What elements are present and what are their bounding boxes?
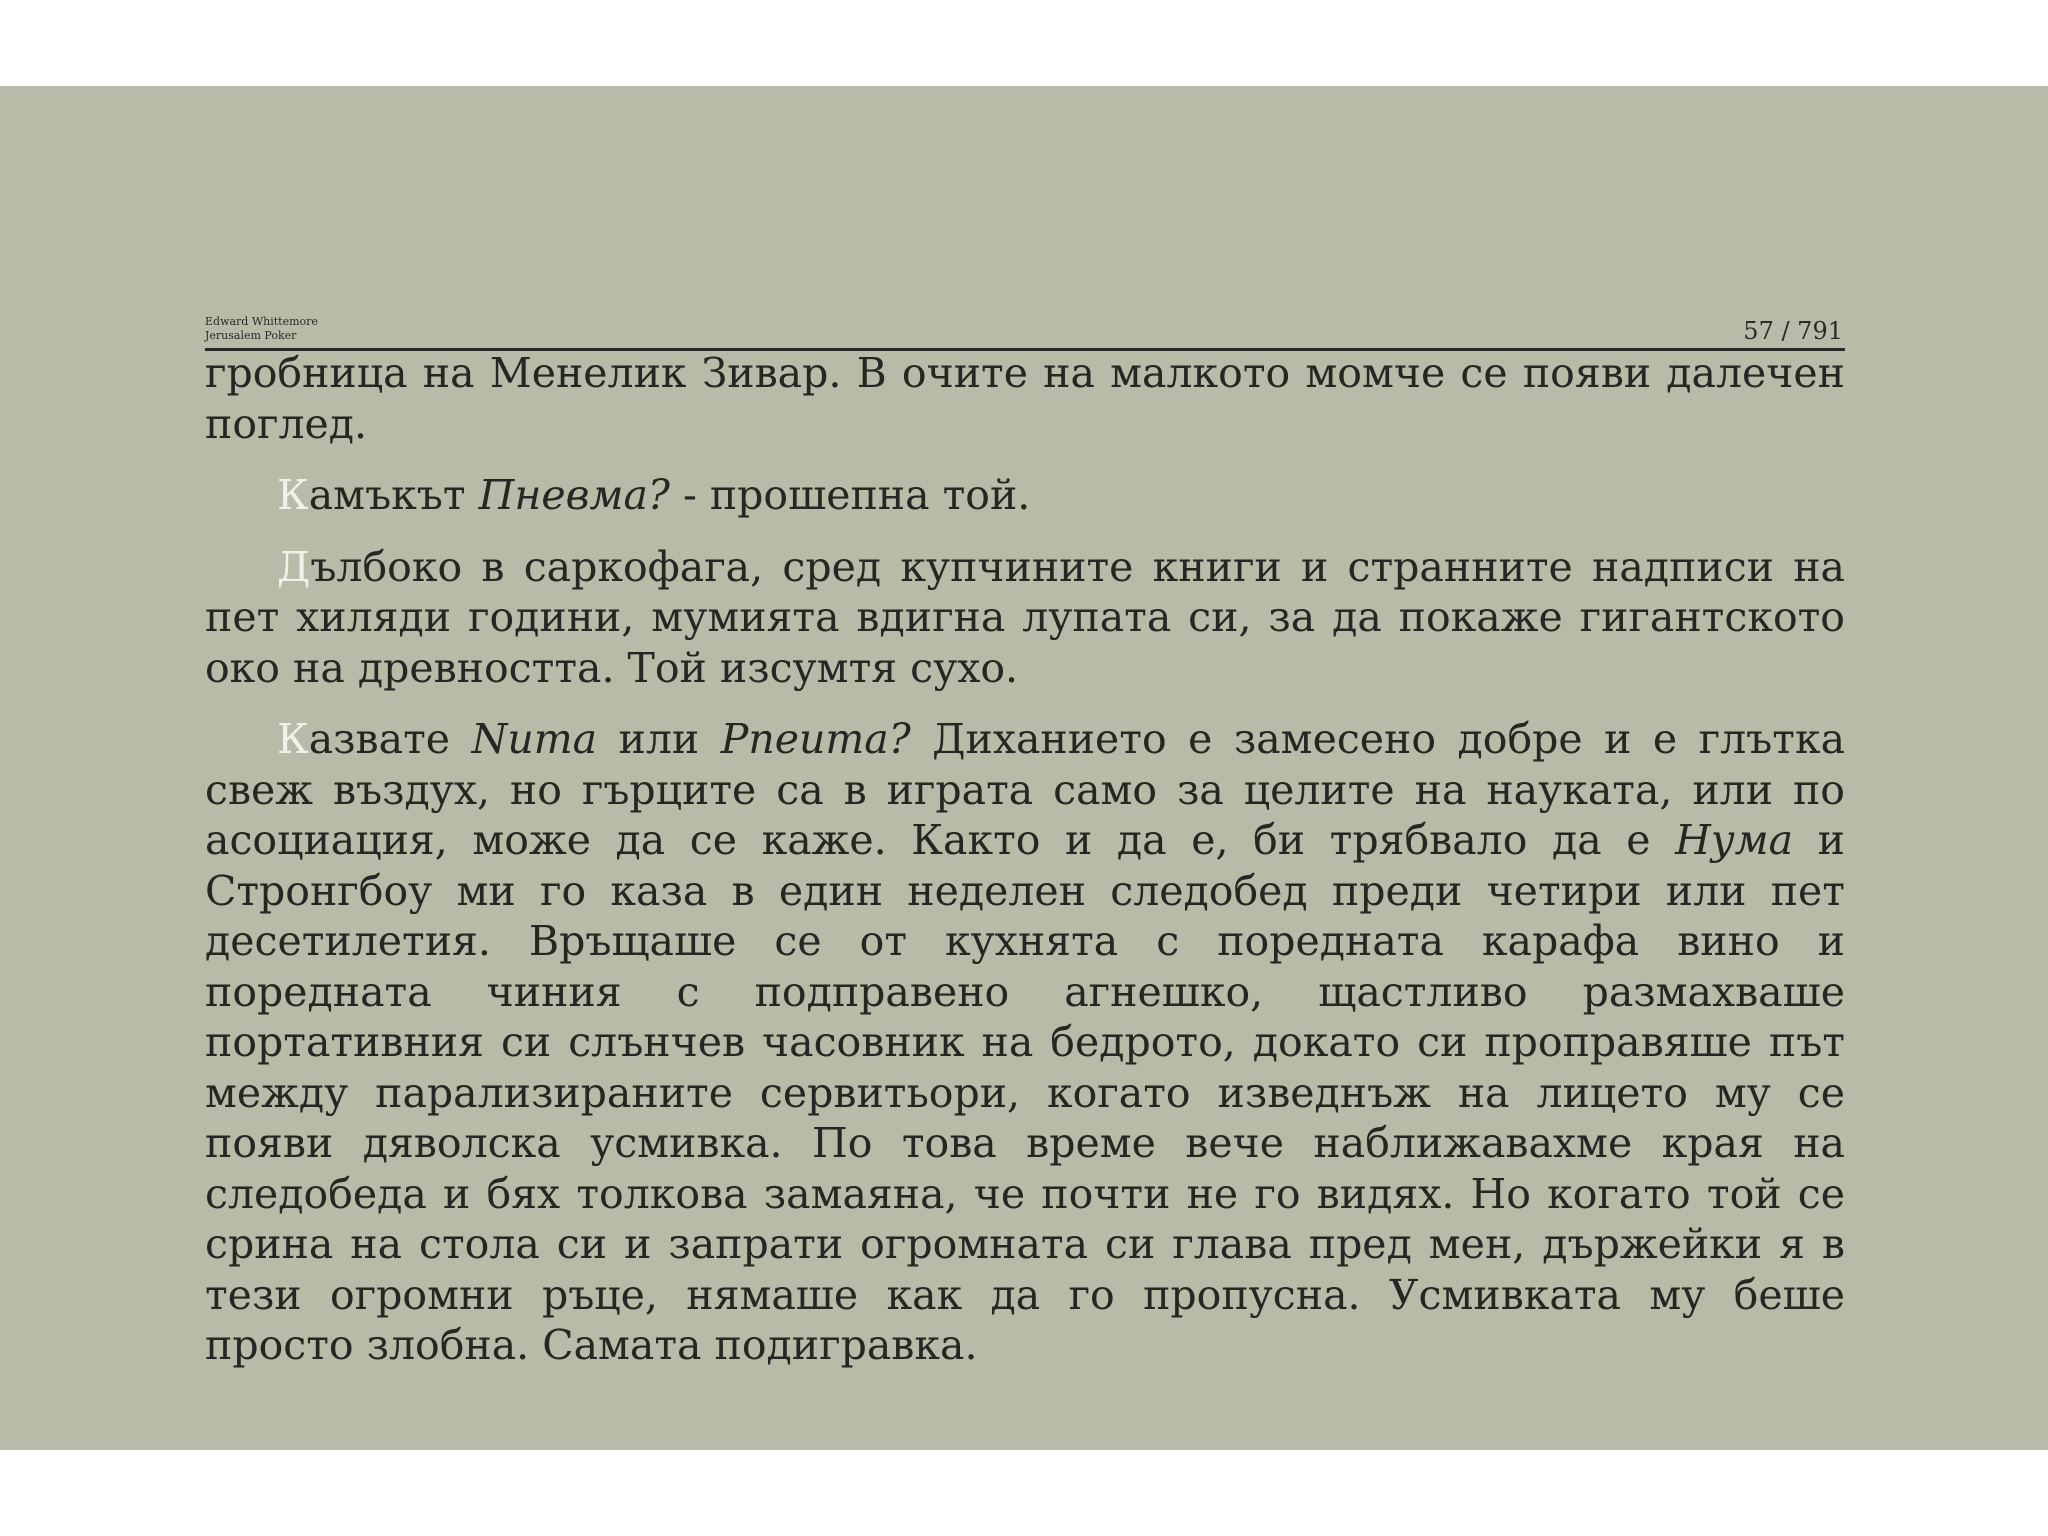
paragraph-text: азвате xyxy=(308,715,472,763)
paragraph xyxy=(205,470,1845,521)
paragraph-text: амъкът xyxy=(308,471,479,519)
book-title: Jerusalem Poker xyxy=(205,329,297,342)
page-header xyxy=(205,226,1845,351)
paragraph-initial: К xyxy=(277,471,309,519)
paragraph xyxy=(205,542,1845,694)
author-name: Edward Whittemore xyxy=(205,315,318,328)
paragraph-text: и Стронгбоу ми го каза в един неделен следобед преди четири или пет десетилетия. Връщаше се от кухнята с поредната карафа вино и поредната чиния с подправено агнешко, щастливо размахваше портативния си слънчев часовник на бедрото, докато си проправяше път между парализираните сервитьори, когато изведнъж на лицето му се появи дяволска усмивка. По това време вече наближавахме края на следобеда и бях толкова замаяна, че почти не го видях. Но когато той се срина на стола си и запрати огромната си глава пред мен, държейки я в тези огромни ръце, нямаше как да го пропусна. Усмивката му беше просто злобна. Самата подигравка. xyxy=(205,816,1846,1369)
emphasis-text: Пневма? xyxy=(478,471,670,519)
paragraph-initial: Д xyxy=(277,542,311,591)
emphasis-text: Numa xyxy=(471,715,598,763)
paragraph-text: - прошепна той. xyxy=(669,471,1031,519)
paragraph-continued: гробница на Менелик Зивар. В очите на малкото момче се появи далечен поглед. xyxy=(205,349,1845,448)
paragraph-text: ълбоко в саркофага, сред купчините книги и странните надписи на пет хиляди години, мумията вдигна лупата си, за да покаже гигантското око на древността. Той изсумтя сухо. xyxy=(205,542,1845,692)
reader-screen[interactable] xyxy=(0,86,2048,1450)
emphasis-text: Pneuma? xyxy=(720,715,911,763)
paragraph-text: Диханието е замесено добре и е глътка свеж въздух, но гърците са в играта само за целите на науката, или по асоциация, може да се каже. Както и да е, би трябвало да е xyxy=(205,715,1846,864)
paragraph xyxy=(205,714,1845,1371)
book-meta xyxy=(205,315,318,343)
paragraph-text: или xyxy=(597,715,721,763)
page-body xyxy=(205,348,1845,1392)
paragraph-initial: К xyxy=(277,715,309,763)
page-counter: 57 / 791 xyxy=(1743,317,1843,345)
emphasis-text: Нума xyxy=(1675,816,1794,864)
